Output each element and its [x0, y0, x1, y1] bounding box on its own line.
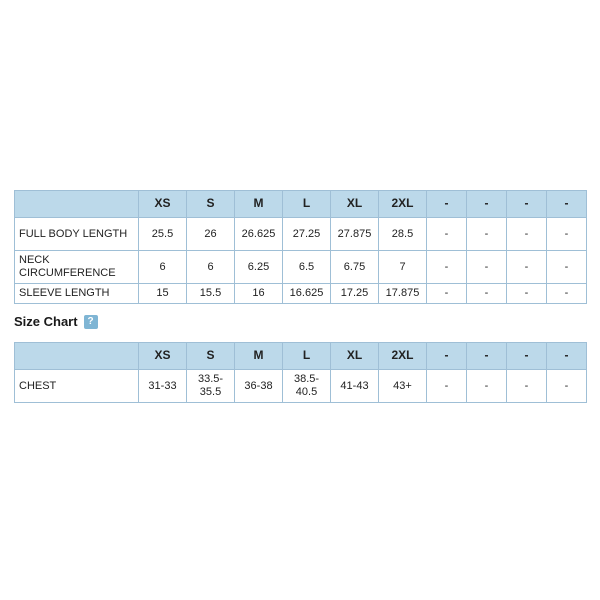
cell-chest-s: 33.5-35.5 — [187, 370, 235, 403]
row-label-sleeve-length: SLEEVE LENGTH — [15, 284, 139, 304]
cell-sleeve-length-xl: 17.25 — [331, 284, 379, 304]
size-chart-title: Size Chart — [14, 314, 78, 329]
measurements-table-container — [14, 190, 586, 304]
sc-header-cell-2xl: 2XL — [379, 343, 427, 370]
cell-neck-circumference-s: 6 — [187, 251, 235, 284]
cell-sleeve-length-empty-2: - — [467, 284, 507, 304]
cell-sleeve-length-l: 16.625 — [283, 284, 331, 304]
row-label-chest: CHEST — [15, 370, 139, 403]
sc-header-cell-l: L — [283, 343, 331, 370]
sc-header-cell-m: M — [235, 343, 283, 370]
header-cell-l: L — [283, 191, 331, 218]
measurements-table-head — [15, 191, 587, 218]
size-chart-heading — [14, 314, 586, 329]
sc-header-cell-empty-3: - — [507, 343, 547, 370]
cell-sleeve-length-empty-1: - — [427, 284, 467, 304]
sc-header-cell-empty-1: - — [427, 343, 467, 370]
header-cell-blank — [15, 191, 139, 218]
sc-header-cell-s: S — [187, 343, 235, 370]
cell-sleeve-length-m: 16 — [235, 284, 283, 304]
header-cell-empty-2: - — [467, 191, 507, 218]
help-icon[interactable]: ? — [84, 315, 98, 329]
cell-chest-empty-2: - — [467, 370, 507, 403]
cell-neck-circumference-m: 6.25 — [235, 251, 283, 284]
header-cell-empty-4: - — [547, 191, 587, 218]
header-cell-s: S — [187, 191, 235, 218]
cell-chest-empty-3: - — [507, 370, 547, 403]
cell-sleeve-length-empty-4: - — [547, 284, 587, 304]
header-cell-xs: XS — [139, 191, 187, 218]
cell-full-body-length-xs: 25.5 — [139, 218, 187, 251]
table-header-row — [15, 343, 587, 370]
cell-neck-circumference-empty-1: - — [427, 251, 467, 284]
cell-chest-empty-4: - — [547, 370, 587, 403]
table-row — [15, 370, 587, 403]
row-label-full-body-length: FULL BODY LENGTH — [15, 218, 139, 251]
cell-chest-2xl: 43+ — [379, 370, 427, 403]
header-cell-2xl: 2XL — [379, 191, 427, 218]
size-chart-table-body — [15, 370, 587, 403]
cell-neck-circumference-empty-4: - — [547, 251, 587, 284]
table-row — [15, 218, 587, 251]
cell-chest-xs: 31-33 — [139, 370, 187, 403]
cell-sleeve-length-xs: 15 — [139, 284, 187, 304]
sc-header-cell-empty-4: - — [547, 343, 587, 370]
cell-neck-circumference-empty-2: - — [467, 251, 507, 284]
size-chart-table-container — [14, 342, 586, 403]
table-row — [15, 284, 587, 304]
row-label-neck-circumference: NECK CIRCUMFERENCE — [15, 251, 139, 284]
measurements-table-body — [15, 218, 587, 304]
cell-neck-circumference-l: 6.5 — [283, 251, 331, 284]
cell-chest-empty-1: - — [427, 370, 467, 403]
cell-chest-xl: 41-43 — [331, 370, 379, 403]
size-chart-table — [14, 342, 587, 403]
cell-neck-circumference-empty-3: - — [507, 251, 547, 284]
sc-header-cell-empty-2: - — [467, 343, 507, 370]
header-cell-m: M — [235, 191, 283, 218]
sc-header-cell-xl: XL — [331, 343, 379, 370]
cell-full-body-length-empty-4: - — [547, 218, 587, 251]
cell-neck-circumference-xs: 6 — [139, 251, 187, 284]
cell-full-body-length-xl: 27.875 — [331, 218, 379, 251]
size-chart-table-head — [15, 343, 587, 370]
header-cell-xl: XL — [331, 191, 379, 218]
cell-sleeve-length-s: 15.5 — [187, 284, 235, 304]
cell-sleeve-length-2xl: 17.875 — [379, 284, 427, 304]
sc-header-cell-blank — [15, 343, 139, 370]
cell-sleeve-length-empty-3: - — [507, 284, 547, 304]
cell-full-body-length-m: 26.625 — [235, 218, 283, 251]
header-cell-empty-3: - — [507, 191, 547, 218]
cell-chest-m: 36-38 — [235, 370, 283, 403]
cell-full-body-length-empty-2: - — [467, 218, 507, 251]
cell-chest-l: 38.5-40.5 — [283, 370, 331, 403]
header-cell-empty-1: - — [427, 191, 467, 218]
cell-full-body-length-empty-1: - — [427, 218, 467, 251]
cell-neck-circumference-2xl: 7 — [379, 251, 427, 284]
cell-full-body-length-empty-3: - — [507, 218, 547, 251]
measurements-table — [14, 190, 587, 304]
cell-neck-circumference-xl: 6.75 — [331, 251, 379, 284]
cell-full-body-length-l: 27.25 — [283, 218, 331, 251]
table-row — [15, 251, 587, 284]
table-header-row — [15, 191, 587, 218]
cell-full-body-length-s: 26 — [187, 218, 235, 251]
sc-header-cell-xs: XS — [139, 343, 187, 370]
cell-full-body-length-2xl: 28.5 — [379, 218, 427, 251]
